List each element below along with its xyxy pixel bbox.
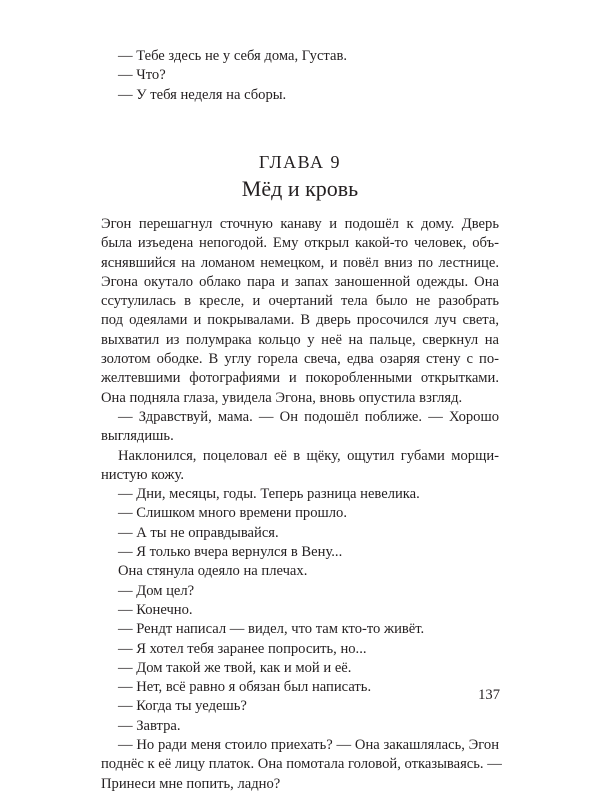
body-line: — Слишком много времени прошло.: [118, 505, 347, 522]
body-line: — Дом такой же твой, как и мой и её.: [118, 659, 352, 676]
body-line: — Но ради меня стоило приехать? — Она закашлялась, Эгон: [118, 737, 499, 754]
body-line: нистую кожу.: [101, 466, 184, 483]
body-line: — Дом цел?: [118, 582, 195, 599]
body-line: яснявшийся на ломаном немецком, и повёл вниз по лестнице.: [101, 254, 499, 271]
body-line: — Я только вчера вернулся в Вену...: [118, 544, 343, 561]
body-line: Она подняла глаза, увидела Эгона, вновь опустила взгляд.: [101, 389, 463, 406]
page-number: 137: [478, 687, 500, 703]
body-line: — Когда ты уедешь?: [118, 698, 247, 715]
chapter-label: ГЛАВА 9: [258, 152, 342, 172]
body-line: под одеялами и покрывалами. В дверь просочился луч света,: [101, 312, 499, 329]
body-line: Принеси мне попить, ладно?: [101, 775, 281, 792]
body-line: Эгон перешагнул сточную канаву и подошёл к дому. Дверь: [101, 216, 499, 232]
intro-line: — Что?: [118, 67, 166, 84]
body-line: Эгона окутало облако пара и запах заношенной одежды. Она: [101, 273, 499, 290]
body-line: — Я хотел тебя заранее попросить, но...: [118, 640, 367, 657]
body-line: желтевшими фотографиями и покоробленными открытками.: [101, 370, 499, 387]
body-line: золотом ободке. В углу горела свеча, едва озаряя стену с по-: [101, 351, 499, 368]
body-line: Наклонился, поцеловал её в щёку, ощутил губами морщи-: [118, 447, 499, 464]
body-line: — Завтра.: [118, 717, 181, 734]
body-line: — А ты не оправдывайся.: [118, 524, 279, 541]
body-line: — Дни, месяцы, годы. Теперь разница невелика.: [118, 486, 420, 503]
body-line: выглядишь.: [101, 428, 174, 445]
intro-line: — Тебе здесь не у себя дома, Густав.: [118, 48, 348, 64]
body-line: — Рендт написал — видел, что там кто-то живёт.: [118, 621, 425, 638]
body-line: Она стянула одеяло на плечах.: [118, 563, 308, 580]
chapter-title: Мёд и кровь: [241, 176, 359, 201]
chapter-body: [101, 215, 502, 794]
body-line: была изъедена непогодой. Ему открыл какой-то человек, объ-: [101, 235, 499, 252]
body-line: — Здравствуй, мама. — Он подошёл поближе. — Хорошо: [118, 408, 499, 425]
body-line: выхватил из полумрака кольцо у неё на пальце, сверкнул на: [101, 331, 499, 348]
intro-dialogue: [101, 47, 499, 105]
body-line: — Нет, всё равно я обязан был написать.: [118, 679, 372, 696]
body-line: ссутулилась в кресле, и очертаний тела было не разобрать: [101, 293, 499, 310]
intro-line: — У тебя неделя на сборы.: [118, 86, 287, 103]
body-line: поднёс к её лицу платок. Она помотала головой, отказываясь. —: [101, 756, 502, 773]
body-line: — Конечно.: [118, 601, 193, 618]
